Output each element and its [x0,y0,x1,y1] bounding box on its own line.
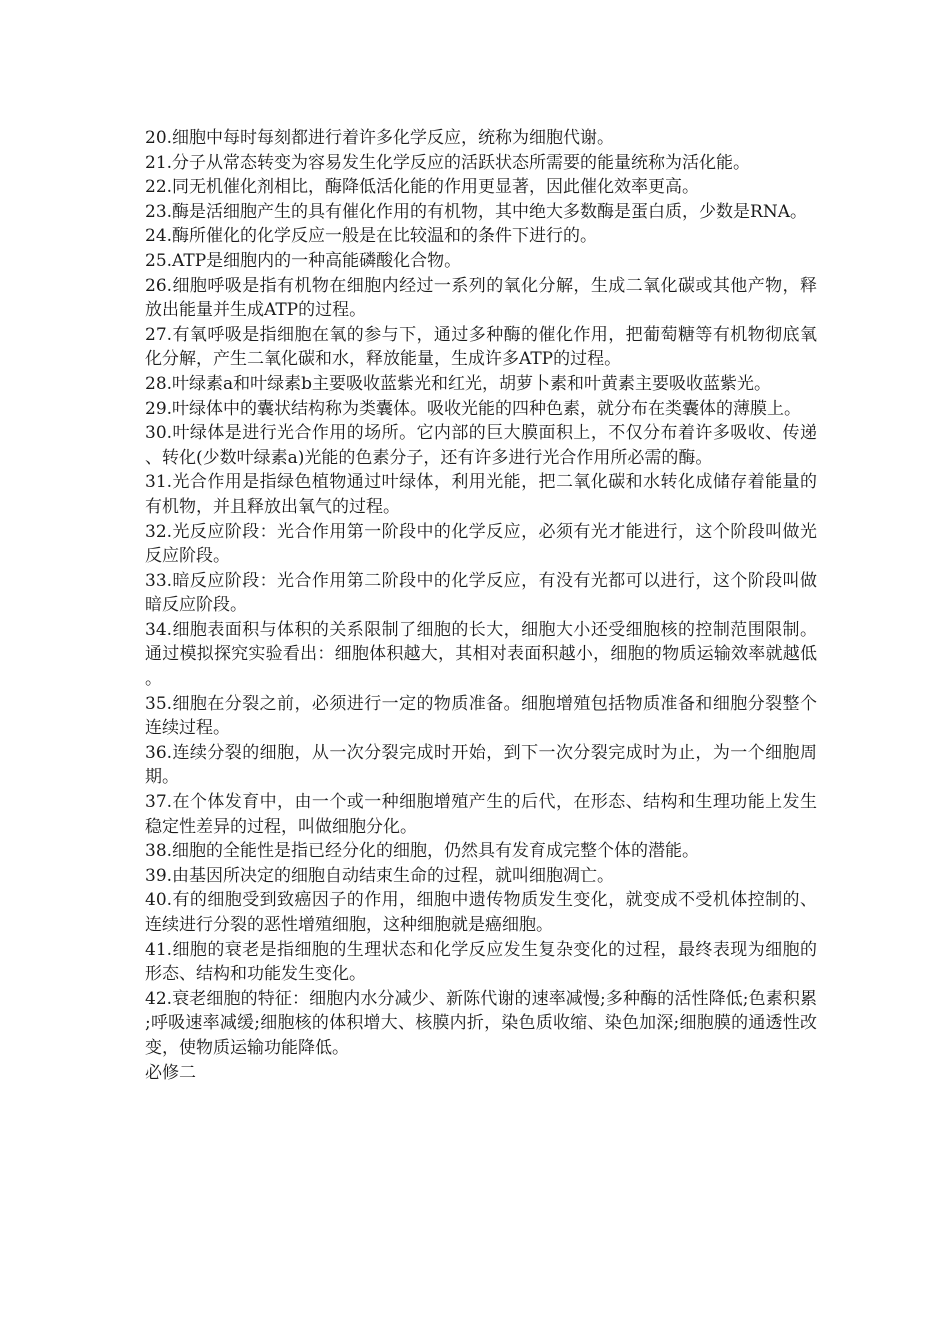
section-heading-compulsory-2: 必修二 [145,1062,196,1083]
paragraph-35: 35.细胞在分裂之前，必须进行一定的物质准备。细胞增殖包括物质准备和细胞分裂整个连续过程。 [145,693,817,739]
paragraph-33: 33.暗反应阶段：光合作用第二阶段中的化学反应，有没有光都可以进行，这个阶段叫做暗反应阶段。 [145,570,817,616]
paragraph-30: 30.叶绿体是进行光合作用的场所。它内部的巨大膜面积上，不仅分布着许多吸收、传递、转化(少数叶绿素a)光能的色素分子，还有许多进行光合作用所必需的酶。 [145,423,817,468]
paragraph-26: 26.细胞呼吸是指有机物在细胞内经过一系列的氧化分解，生成二氧化碳或其他产物，释放出能量并生成ATP的过程。 [145,275,817,321]
paragraph-24: 24.酶所催化的化学反应一般是在比较温和的条件下进行的。 [145,226,598,247]
paragraph-42: 42.衰老细胞的特征：细胞内水分减少、新陈代谢的速率减慢;多种酶的活性降低;色素积累;呼吸速率减缓;细胞核的体积增大、核膜内折，染色质收缩、染色加深;细胞膜的通透性改变，使物质运输功能降低。 [145,988,817,1058]
paragraph-27: 27.有氧呼吸是指细胞在氧的参与下，通过多种酶的催化作用，把葡萄糖等有机物彻底氧化分解，产生二氧化碳和水，释放能量，生成许多ATP的过程。 [145,324,817,370]
paragraph-32: 32.光反应阶段：光合作用第一阶段中的化学反应，必须有光才能进行，这个阶段叫做光反应阶段。 [145,521,817,567]
paragraph-41: 41.细胞的衰老是指细胞的生理状态和化学反应发生复杂变化的过程，最终表现为细胞的形态、结构和功能发生变化。 [145,939,817,985]
paragraph-25: 25.ATP是细胞内的一种高能磷酸化合物。 [145,250,462,271]
paragraph-37: 37.在个体发育中，由一个或一种细胞增殖产生的后代，在形态、结构和生理功能上发生稳定性差异的过程，叫做细胞分化。 [145,792,817,837]
paragraph-20: 20.细胞中每时每刻都进行着许多化学反应，统称为细胞代谢。 [145,128,615,148]
paragraph-21: 21.分子从常态转变为容易发生化学反应的活跃状态所需要的能量统称为活化能。 [145,152,751,173]
paragraph-39: 39.由基因所决定的细胞自动结束生命的过程，就叫细胞凋亡。 [145,865,615,886]
paragraph-36: 36.连续分裂的细胞，从一次分裂完成时开始，到下一次分裂完成时为止，为一个细胞周期。 [145,742,817,788]
document-page [145,126,817,1085]
paragraph-34: 34.细胞表面积与体积的关系限制了细胞的长大，细胞大小还受细胞核的控制范围限制。通过模拟探究实验看出：细胞体积越大，其相对表面积越小，细胞的物质运输效率就越低。 [145,619,817,690]
paragraph-31: 31.光合作用是指绿色植物通过叶绿体，利用光能，把二氧化碳和水转化成储存着能量的有机物，并且释放出氧气的过程。 [145,472,817,517]
paragraph-29: 29.叶绿体中的囊状结构称为类囊体。吸收光能的四种色素，就分布在类囊体的薄膜上。 [145,398,802,419]
paragraph-38: 38.细胞的全能性是指已经分化的细胞，仍然具有发育成完整个体的潜能。 [145,841,700,862]
paragraph-40: 40.有的细胞受到致癌因子的作用，细胞中遗传物质发生变化，就变成不受机体控制的、连续进行分裂的恶性增殖细胞，这种细胞就是癌细胞。 [145,890,817,935]
paragraph-28: 28.叶绿素a和叶绿素b主要吸收蓝紫光和红光，胡萝卜素和叶黄素主要吸收蓝紫光。 [145,373,772,394]
paragraph-22: 22.同无机催化剂相比，酶降低活化能的作用更显著，因此催化效率更高。 [145,177,700,198]
paragraph-23: 23.酶是活细胞产生的具有催化作用的有机物，其中绝大多数酶是蛋白质，少数是RNA。 [145,201,807,222]
